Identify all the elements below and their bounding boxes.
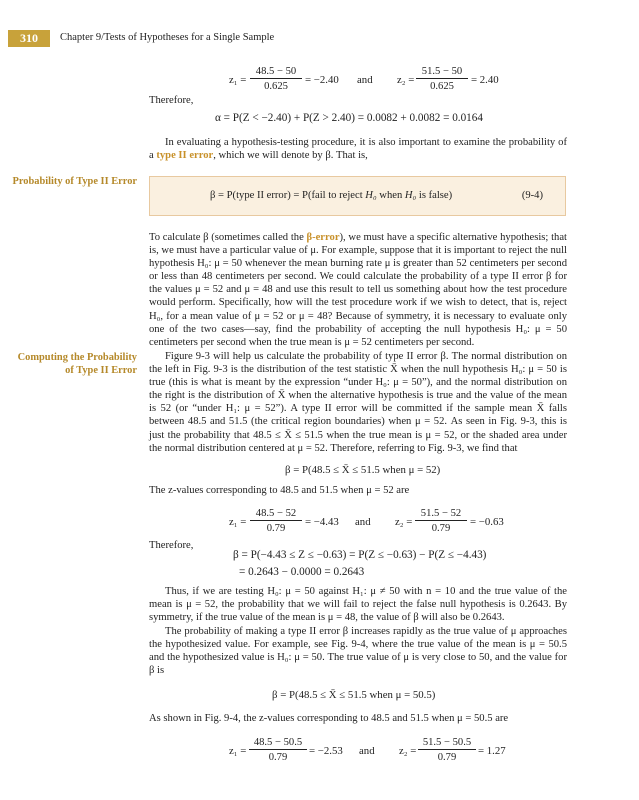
eq-bot-z2-fraction (418, 737, 476, 763)
eq-mid-z1-value: = −4.43 (305, 516, 339, 528)
eq-bot-z1-fraction (249, 737, 307, 763)
alpha-equation: α = P(Z < −2.40) + P(Z > 2.40) = 0.0082 + 0.0082 = 0.0164 (215, 112, 483, 124)
eq-mid-z2-denominator: 0.79 (431, 523, 451, 534)
para1-text-before: In evaluating a hypothesis-testing procedure, it is also important to examine the probability of a (149, 137, 567, 162)
eq-mid-z1-fraction (250, 508, 302, 534)
eq-bot-z2-label: z₂ = (399, 745, 417, 757)
beta-def-part-a: β = P(type II error) = P(fail to reject (210, 190, 366, 201)
paragraph-testing-result: Thus, if we are testing H₀: μ = 50 against H₁: μ ≠ 50 with n = 10 and the true value of the mean is μ = 52, the probability that we will fail to reject the false null hypothesis is 0.2643. By symmetry, if the true value of the mean is μ = 48, the value of β will also be 0.2643. (149, 586, 567, 624)
beta-equation-3: β = P(48.5 ≤ X̄ ≤ 51.5 when μ = 50.5) (272, 689, 436, 701)
eq-bot-z2-value: = 1.27 (478, 745, 506, 757)
eq-mid-z1-numerator: 48.5 − 52 (250, 508, 302, 521)
beta-equation-2-line-1: β = P(−4.43 ≤ Z ≤ −0.63) = P(Z ≤ −0.63) − P(Z ≤ −4.43) (233, 549, 487, 561)
beta-def-part-c: is false) (416, 190, 453, 201)
side-heading-probability-type-ii: Probability of Type II Error (12, 176, 137, 187)
eq-mid-z1-label: z₁ = (229, 516, 247, 528)
eq-top-z2-label: z₂ = (397, 74, 415, 86)
para1-text-after: , which we will denote by β. That is, (213, 150, 368, 162)
eq-top-z1-label: z₁ = (229, 74, 247, 86)
eq-top-z2-numerator: 51.5 − 50 (416, 66, 468, 79)
beta-equation-2-line-2: = 0.2643 − 0.0000 = 0.2643 (239, 566, 365, 578)
paragraph-type-ii-increase: The probability of making a type II error β increases rapidly as the true value of μ approaches the hypothesized value. For example, see Fig. 9-4, where the true value of the mean is μ = 50.5 and the hypothesized value is H₀: μ = 50. The true value of μ is very close to 50, and the value for β is (149, 626, 567, 677)
paragraph-beta-error (149, 231, 567, 349)
eq-bot-z1-denominator: 0.79 (268, 752, 288, 763)
eq-mid-z2-fraction (415, 508, 467, 534)
type-ii-error-term: type II error (156, 150, 214, 162)
eq-bot-z2-numerator: 51.5 − 50.5 (418, 737, 476, 750)
eq-top-and: and (357, 74, 373, 86)
eq-mid-and: and (355, 516, 371, 528)
eq-mid-z2-numerator: 51.5 − 52 (415, 508, 467, 521)
para2-text-before: To calculate β (sometimes called the (149, 232, 307, 243)
beta-definition (210, 190, 452, 201)
definition-box (149, 176, 566, 216)
eq-bot-and: and (359, 745, 375, 757)
eq-top-z1-numerator: 48.5 − 50 (250, 66, 302, 79)
z-values-text-1: The z-values corresponding to 48.5 and 51.5 when μ = 52 are (149, 485, 410, 496)
beta-def-part-b: when (376, 190, 405, 201)
therefore-2: Therefore, (149, 540, 194, 551)
eq-top-z2-fraction (416, 66, 468, 92)
eq-mid-z2-value: = −0.63 (470, 516, 504, 528)
beta-def-h0-second: H₀ (404, 190, 417, 201)
eq-top-z2-denominator: 0.625 (430, 81, 454, 92)
beta-def-h0-first: H₀ (365, 190, 377, 201)
eq-top-z2-value: = 2.40 (471, 74, 499, 86)
eq-top-z1-fraction (250, 66, 302, 92)
eq-bot-z1-numerator: 48.5 − 50.5 (249, 737, 307, 750)
chapter-title: Chapter 9/Tests of Hypotheses for a Single Sample (60, 32, 275, 43)
equation-number: (9-4) (521, 190, 543, 201)
para2-text-after: ), we must have a specific alternative hypothesis; that is, we must have a particular value of μ. For example, suppose that it is important to reject the null hypothesis H₀: μ = 50 whenever the mean burning rate μ is greater than 52 centimeters per second or less than 48 centimeters per second. We could calculate the probability of a type II error β for the values μ = 52 and μ = 48 and use this result to tell us something about how the test procedure would perform. Specifically, how will the test procedure work if we wish to detect, that is, reject H₀, for a mean value of μ = 52 or μ = 48? Because of symmetry, it is necessary to evaluate only one of the two cases—say, find the probability of accepting the null hypothesis H₀: μ = 50 centimeters per second when the true mean is μ = 52 centimeters per second. (149, 232, 567, 348)
eq-top-z1-value: = −2.40 (305, 74, 339, 86)
eq-top-z1-denominator: 0.625 (264, 81, 288, 92)
eq-bot-z1-value: = −2.53 (309, 745, 343, 757)
eq-bot-z1-label: z₁ = (229, 745, 247, 757)
beta-error-term: β-error (306, 232, 340, 243)
beta-equation-1: β = P(48.5 ≤ X̄ ≤ 51.5 when μ = 52) (285, 464, 441, 476)
side-heading-computing-probability: Computing the Probability of Type II Error (17, 352, 137, 376)
therefore-1: Therefore, (149, 95, 194, 106)
eq-mid-z1-denominator: 0.79 (266, 523, 286, 534)
paragraph-figure-9-3: Figure 9-3 will help us calculate the probability of type II error β. The normal distribution on the left in Fig. 9-3 is the distribution of the test statistic X̄ when the null hypothesis H₀: μ = 50 is true (this is what is meant by the expression “under H₀: μ = 50”), and the normal distribution on the right is the distribution of X̄ when the alternative hypothesis is true and the value of the mean is 52 (or “under H₁: μ = 52”). A type II error will be committed if the sample mean X̄ falls between 48.5 and 51.5 (the critical region boundaries) when μ = 52. As seen in Fig. 9-3, this is just the probability that 48.5 ≤ X̄ ≤ 51.5 when the true mean is μ = 52, or the shaded area under the normal distribution centered at μ = 52. Therefore, referring to Fig. 9-3, we find that (149, 351, 567, 454)
page-number: 310 (8, 30, 50, 47)
eq-bot-z2-denominator: 0.79 (437, 752, 457, 763)
z-values-text-2: As shown in Fig. 9-4, the z-values corresponding to 48.5 and 51.5 when μ = 50.5 are (149, 713, 509, 724)
paragraph-type-ii-intro (149, 136, 567, 162)
eq-mid-z2-label: z₂ = (395, 516, 413, 528)
